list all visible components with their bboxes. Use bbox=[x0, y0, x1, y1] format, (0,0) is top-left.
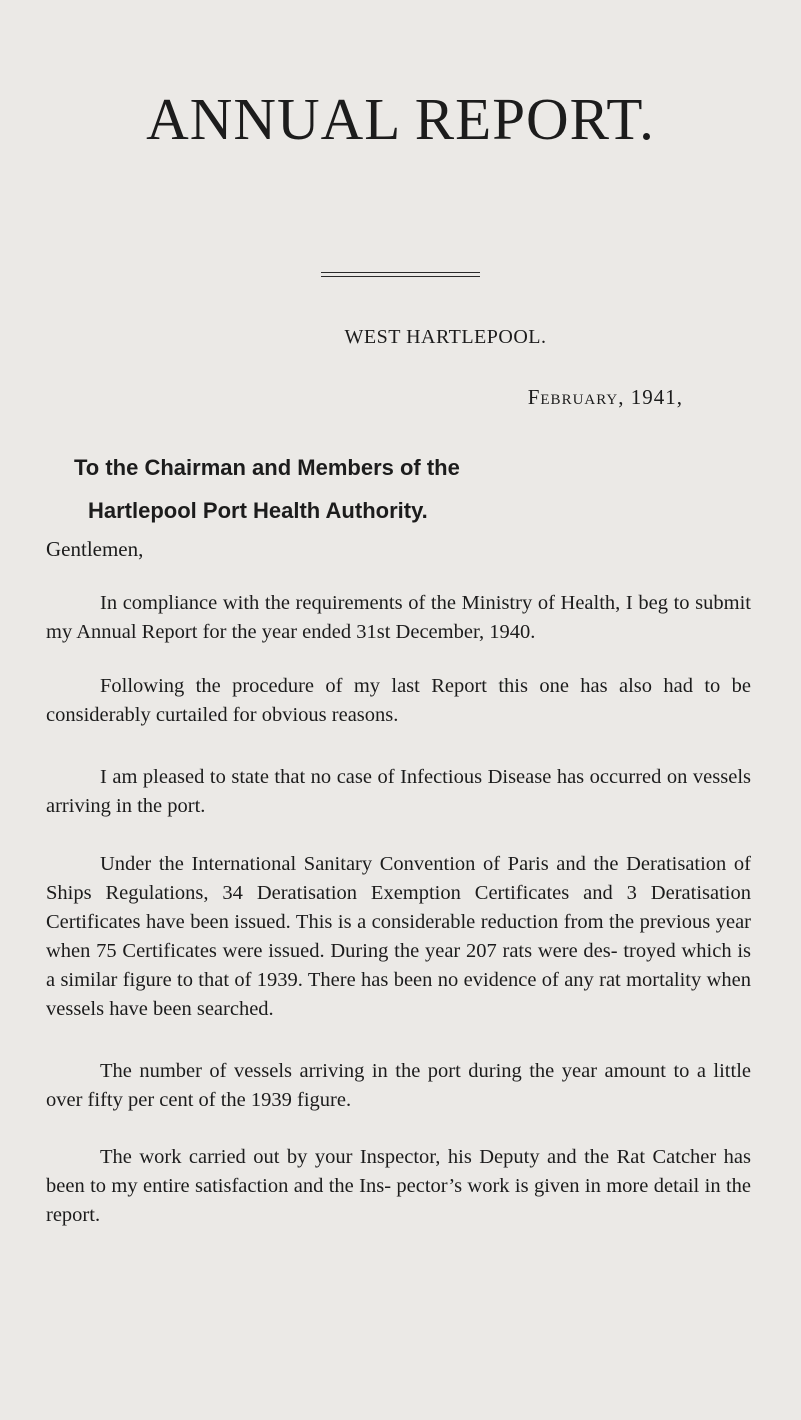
title-double-rule-top bbox=[321, 272, 480, 273]
addressee-line-2: Hartlepool Port Health Authority. bbox=[88, 498, 428, 523]
paragraph-1: In compliance with the requirements of the Ministry of Health, I beg to submit my Annual Report for the year ended 31st December, 1940. bbox=[46, 592, 751, 643]
paragraph-4: Under the International Sanitary Convention of Paris and the Deratisation of Ships Regulations, 34 Deratisation Exemption Certificates and 3 Deratisation Certificates have been issued. This is a considerable reduction from the previous year when 75 Certificates were issued. During the year 207 rats were des- troyed which is a similar figure to that of 1939. There has been no evidence of any rat mortality when vessels have been searched. bbox=[46, 853, 751, 1020]
title-double-rule-bottom bbox=[321, 276, 480, 277]
paragraph-3: I am pleased to state that no case of Infectious Disease has occurred on vessels arriving in the port. bbox=[46, 766, 751, 817]
salutation: Gentlemen, bbox=[46, 537, 144, 561]
addressee-line-1: To the Chairman and Members of the bbox=[74, 455, 460, 480]
addressee-block bbox=[74, 446, 460, 532]
place-heading: WEST HARTLEPOOL. bbox=[344, 326, 547, 348]
report-date: February, 1941, bbox=[527, 385, 683, 409]
report-title: ANNUAL REPORT. bbox=[146, 86, 655, 152]
paragraph-2: Following the procedure of my last Report this one has also had to be considerably curtailed for obvious reasons. bbox=[46, 675, 751, 726]
paragraph-5: The number of vessels arriving in the port during the year amount to a little over fifty per cent of the 1939 figure. bbox=[46, 1060, 751, 1111]
paragraph-6: The work carried out by your Inspector, his Deputy and the Rat Catcher has been to my entire satisfaction and the Ins- pector’s work is given in more detail in the report. bbox=[46, 1146, 751, 1226]
